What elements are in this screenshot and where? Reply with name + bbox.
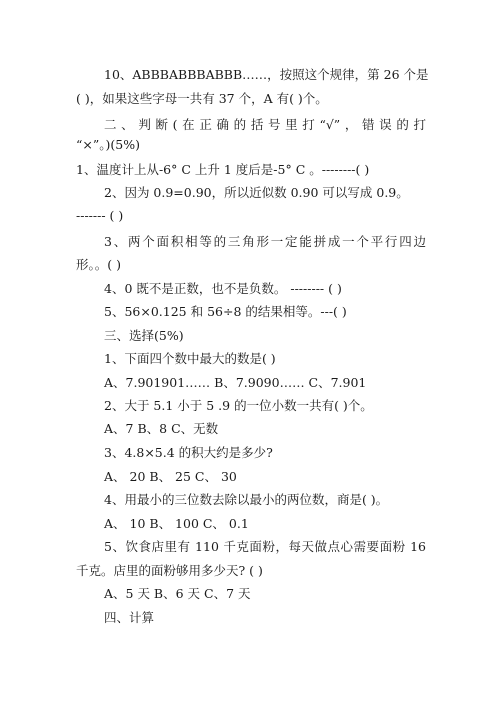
judgement-2-line-1: 2、因为 0.9=0.90，所以近似数 0.90 可以写成 0.9。 bbox=[104, 185, 409, 200]
section-2-title-line-2: “×”。)(5%) bbox=[76, 137, 140, 152]
section-3-title: 三、选择(5%) bbox=[104, 328, 184, 343]
judgement-3-line-1: 3、两个面积相等的三角形一定能拼成一个平行四边 bbox=[104, 234, 426, 249]
judgement-2-line-2: ------- ( ) bbox=[76, 208, 124, 223]
choice-5-line-2: 千克。店里的面粉够用多少天? ( ) bbox=[76, 563, 263, 578]
choice-1: 1、下面四个数中最大的数是( ) bbox=[104, 351, 276, 366]
judgement-4: 4、0 既不是正数，也不是负数。 -------- ( ) bbox=[104, 281, 342, 296]
choice-1-options: A、7.901901…… B、7.9090…… C、7.901 bbox=[104, 375, 367, 390]
choice-4-options: A、 10 B、 100 C、 0.1 bbox=[104, 516, 249, 531]
judgement-1: 1、温度计上从-6° C 上升 1 度后是-5° C 。--------( ) bbox=[76, 162, 370, 177]
choice-3-options: A、 20 B、 25 C、 30 bbox=[104, 469, 237, 484]
choice-5-options: A、5 天 B、6 天 C、7 天 bbox=[104, 586, 251, 601]
choice-3: 3、4.8×5.4 的积大约是多少? bbox=[104, 445, 273, 460]
section-4-title: 四、计算 bbox=[104, 610, 155, 625]
section-2-title-line-1: 二、判断(在正确的括号里打“√”，错误的打 bbox=[104, 117, 426, 132]
choice-2-options: A、7 B、8 C、无数 bbox=[104, 421, 219, 436]
question-10-line-1: 10、ABBBABBBABBB……，按照这个规律，第 26 个是 bbox=[104, 67, 429, 82]
choice-4: 4、用最小的三位数去除以最小的两位数，商是( )。 bbox=[104, 492, 389, 507]
choice-2: 2、大于 5.1 小于 5 .9 的一位小数一共有( )个。 bbox=[104, 398, 373, 413]
choice-5-line-1: 5、饮食店里有 110 千克面粉，每天做点心需要面粉 16 bbox=[104, 539, 426, 554]
judgement-5: 5、56×0.125 和 56÷8 的结果相等。---( ) bbox=[104, 304, 347, 319]
question-10-line-2: ( )，如果这些字母一共有 37 个，A 有( )个。 bbox=[76, 91, 328, 106]
judgement-3-line-2: 形。。( ) bbox=[76, 257, 121, 272]
